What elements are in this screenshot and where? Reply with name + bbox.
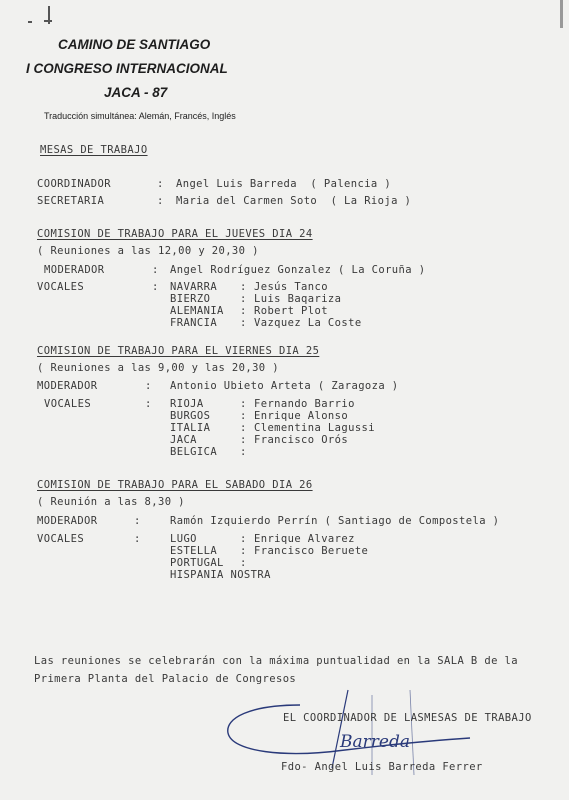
jueves-moderador-label: MODERADOR [44, 264, 105, 276]
list-item-name: Vazquez La Coste [254, 317, 362, 329]
colon: : [157, 178, 164, 190]
coordinador-value: Angel Luis Barreda ( Palencia ) [176, 178, 392, 190]
footer-note-line-2: Primera Planta del Palacio de Congresos [34, 673, 297, 685]
header-line-3: JACA - 87 [104, 85, 168, 100]
footer-note-line-1: Las reuniones se celebrarán con la máxima puntualidad en la SALA B de la [34, 655, 518, 667]
list-item-name: Francisco Beruete [254, 545, 369, 557]
header-line-1: CAMINO DE SANTIAGO [58, 37, 211, 52]
viernes-moderador-value: Antonio Ubieto Arteta ( Zaragoza ) [170, 380, 399, 392]
signature-title: EL COORDINADOR DE LASMESAS DE TRABAJO [283, 712, 532, 724]
colon: : [240, 398, 247, 410]
sabado-schedule: ( Reunión a las 8,30 ) [37, 496, 185, 508]
sabado-title: COMISION DE TRABAJO PARA EL SABADO DIA 26 [37, 479, 313, 491]
colon: : [240, 422, 247, 434]
list-item-name: Luis Baqariza [254, 293, 342, 305]
list-item-region: RIOJA [170, 398, 204, 410]
colon: : [240, 410, 247, 422]
list-item-name: Robert Plot [254, 305, 328, 317]
colon: : [145, 380, 152, 392]
list-item-region: NAVARRA [170, 281, 218, 293]
colon: : [240, 533, 247, 545]
colon: : [240, 446, 247, 458]
colon: : [134, 515, 141, 527]
jueves-title: COMISION DE TRABAJO PARA EL JUEVES DIA 24 [37, 228, 313, 240]
colon: : [240, 317, 247, 329]
colon: : [145, 398, 152, 410]
colon: : [152, 264, 159, 276]
secretaria-label: SECRETARIA [37, 195, 105, 207]
list-item-name: Clementina Lagussi [254, 422, 375, 434]
list-item-region: BURGOS [170, 410, 211, 422]
list-item-name: Enrique Alonso [254, 410, 349, 422]
list-item-region: ITALIA [170, 422, 211, 434]
colon: : [240, 305, 247, 317]
colon: : [240, 434, 247, 446]
list-item-name: Francisco Orós [254, 434, 349, 446]
viernes-schedule: ( Reuniones a las 9,00 y las 20,30 ) [37, 362, 279, 374]
translation-note: Traducción simultánea: Alemán, Francés, Inglés [44, 111, 236, 121]
list-item-region: FRANCIA [170, 317, 218, 329]
list-item-region: BIERZO [170, 293, 211, 305]
signer-name: Fdo- Angel Luis Barreda Ferrer [281, 761, 483, 773]
colon: : [157, 195, 164, 207]
jueves-vocales-label: VOCALES [37, 281, 85, 293]
secretaria-value: Maria del Carmen Soto ( La Rioja ) [176, 195, 412, 207]
viernes-moderador-label: MODERADOR [37, 380, 98, 392]
handwritten-signature: Barreda [340, 732, 410, 752]
list-item-name: Jesús Tanco [254, 281, 328, 293]
list-item-region: BELGICA [170, 446, 218, 458]
colon: : [240, 293, 247, 305]
list-item-region: ESTELLA [170, 545, 218, 557]
list-item-region: JACA [170, 434, 197, 446]
header-line-2: I CONGRESO INTERNACIONAL [26, 61, 228, 76]
colon: : [152, 281, 159, 293]
mesas-title: MESAS DE TRABAJO [40, 144, 148, 156]
sabado-moderador-value: Ramón Izquierdo Perrín ( Santiago de Compostela ) [170, 515, 500, 527]
list-item-name: Fernando Barrio [254, 398, 355, 410]
scan-edge [560, 0, 563, 28]
list-item-region: LUGO [170, 533, 197, 545]
colon: : [240, 281, 247, 293]
colon: : [240, 557, 247, 569]
jueves-schedule: ( Reuniones a las 12,00 y 20,30 ) [37, 245, 259, 257]
sabado-vocales-label: VOCALES [37, 533, 85, 545]
colon: : [134, 533, 141, 545]
list-item-name: Enrique Alvarez [254, 533, 355, 545]
punch-mark [28, 21, 32, 23]
viernes-title: COMISION DE TRABAJO PARA EL VIERNES DIA 25 [37, 345, 320, 357]
colon: : [240, 545, 247, 557]
coordinador-label: COORDINADOR [37, 178, 111, 190]
sabado-moderador-label: MODERADOR [37, 515, 98, 527]
punch-mark [44, 20, 52, 22]
viernes-vocales-label: VOCALES [44, 398, 92, 410]
list-item-region: PORTUGAL [170, 557, 224, 569]
list-item-region: ALEMANIA [170, 305, 224, 317]
list-item-region: HISPANIA NOSTRA [170, 569, 271, 581]
jueves-moderador-value: Angel Rodríguez Gonzalez ( La Coruña ) [170, 264, 426, 276]
